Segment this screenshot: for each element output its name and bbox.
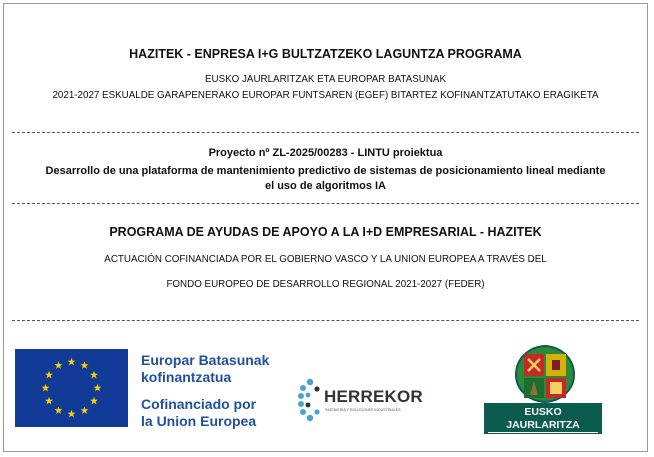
eu-star-icon: [55, 361, 63, 369]
eu-text-spanish-2: la Union Europea: [141, 413, 257, 429]
program-title: PROGRAMA DE AYUDAS DE APOYO A LA I+D EMPRESARIAL - HAZITEK: [109, 225, 542, 239]
project-code: Proyecto nº ZL-2025/00283 - LINTU proiektua: [208, 147, 443, 159]
basque-government-name-es: GOBIERNO VASCO: [494, 433, 592, 445]
divider: [12, 203, 639, 204]
header-title: HAZITEK - ENPRESA I+G BULTZATZEKO LAGUNTZA PROGRAMA: [129, 47, 522, 61]
eu-star-icon: [81, 406, 89, 414]
eu-star-icon: [68, 410, 76, 418]
eu-stars-icon: [15, 349, 128, 427]
program-line-2: FONDO EUROPEO DE DESARROLLO REGIONAL 2021-2027 (FEDER): [166, 279, 485, 290]
eu-cofinancing-text: [141, 352, 269, 430]
eu-flag-logo: [15, 349, 128, 427]
basque-government-banner: [484, 403, 602, 445]
eu-text-basque-2: kofinantzatua: [141, 369, 232, 385]
eu-star-icon: [81, 361, 89, 369]
eu-star-icon: [45, 371, 53, 379]
header-line-2: 2021-2027 ESKUALDE GARAPENERAKO EUROPAR FUNTSAREN (EGEF) BITARTEZ KOFINANTZATUTAKO ERAGIKETA: [52, 90, 599, 101]
herrekor-logo: [297, 378, 427, 423]
herrekor-tagline: INGENIERÍA Y SOLUCIONES INDUSTRIALES: [325, 408, 401, 412]
eu-star-icon: [45, 397, 53, 405]
header-line-1: EUSKO JAURLARITZAK ETA EUROPAR BATASUNAK: [205, 74, 446, 85]
project-description-1: Desarrollo de una plataforma de mantenimiento predictivo de sistemas de posicionamiento lineal mediante: [45, 165, 606, 177]
eu-star-icon: [90, 397, 98, 405]
basque-government-name-eu: EUSKO JAURLARITZA: [488, 403, 598, 433]
divider: [12, 320, 639, 321]
eu-star-icon: [68, 358, 76, 366]
herrekor-dots-icon: [297, 378, 323, 423]
project-description-2: el uso de algoritmos IA: [264, 180, 387, 192]
herrekor-name: HERREKOR: [324, 387, 423, 406]
eu-star-icon: [42, 384, 50, 392]
eu-star-icon: [90, 371, 98, 379]
basque-coat-of-arms-icon: [514, 345, 576, 403]
eu-star-icon: [55, 406, 63, 414]
eu-text-spanish-1: Cofinanciado por: [141, 396, 257, 412]
program-line-1: ACTUACIÓN COFINANCIADA POR EL GOBIERNO VASCO Y LA UNION EUROPEA A TRAVÉS DEL: [104, 254, 547, 265]
divider: [12, 132, 639, 133]
eu-star-icon: [94, 384, 102, 392]
eu-text-basque-1: Europar Batasunak: [141, 352, 270, 368]
